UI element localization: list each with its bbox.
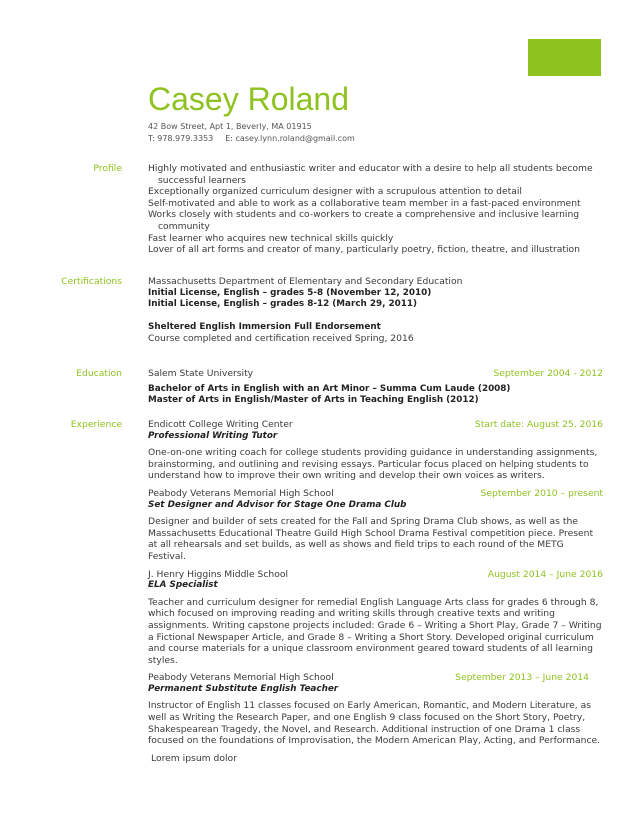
job-title: Permanent Substitute English Teacher	[148, 683, 339, 694]
profile-section	[148, 163, 603, 256]
job-dates: September 2013 – June 2014	[455, 672, 589, 684]
job-title: ELA Specialist	[148, 580, 218, 591]
job-title: Professional Writing Tutor	[148, 430, 278, 441]
job-entry	[148, 488, 603, 563]
education-section	[148, 368, 603, 407]
job-entry	[148, 569, 603, 667]
job-dates: Start date: August 25, 2016	[474, 419, 603, 430]
profile-item: Fast learner who acquires new technical skills quickly	[148, 232, 394, 244]
profile-item: Exceptionally organized curriculum designer with a scrupulous attention to detail	[148, 186, 522, 198]
job-title: Set Designer and Advisor for Stage One Drama Club	[148, 499, 407, 510]
job-description: One-on-one writing coach for college students providing guidance in understanding assignments, brainstorming, and outlining and revising essays. Particular focus placed on helping students to understand how to improve their own writing and develop their own voices as writers.	[148, 447, 598, 482]
resume-name: Casey Roland	[148, 81, 349, 117]
profile-item: Works closely with students and co-workers to create a comprehensive and inclusive learning	[148, 209, 580, 221]
job-dates: September 2010 – present	[480, 487, 603, 499]
employer: J. Henry Higgins Middle School	[148, 568, 289, 580]
profile-item: community	[158, 220, 210, 232]
employer: Peabody Veterans Memorial High School	[148, 672, 334, 684]
school-name: Salem State University	[148, 368, 254, 379]
profile-item: successful learners	[158, 174, 246, 186]
employer: Peabody Veterans Memorial High School	[148, 487, 334, 499]
accent-block	[528, 39, 601, 76]
section-label-profile: Profile	[93, 163, 122, 174]
address: 42 Bow Street, Apt 1, Beverly, MA 01915	[148, 122, 312, 131]
degree: Master of Arts in English/Master of Arts in Teaching English (2012)	[148, 395, 479, 406]
email: E: casey.lynn.roland@gmail.com	[225, 134, 355, 143]
job-description: Teacher and curriculum designer for remedial English Language Arts class for grades 6 through 8, which focused on improving reading and writing skills through creative texts and writing assignments. Writing capstone projects included: Grade 6 – Writing a Short Play, Grade 7 – Writing a Fictional Newspaper Article, and Grade 8 – Writing a Short Story. Developed original curriculum and course materials for a unique classroom environment geared toward students of all learning styles.	[148, 596, 602, 666]
experience-section	[148, 419, 603, 764]
cert-license: Initial License, English – grades 8-12 (March 29, 2011)	[148, 299, 418, 310]
profile-item: Highly motivated and enthusiastic writer and educator with a desire to help all students become	[148, 163, 593, 174]
profile-item: Lover of all art forms and creator of many, particularly poetry, fiction, theatre, and illustration	[148, 244, 580, 256]
cert-endorsement-note: Course completed and certification received Spring, 2016	[148, 333, 414, 345]
cert-license: Initial License, English – grades 5-8 (November 12, 2010)	[148, 287, 432, 298]
job-description: Designer and builder of sets created for the Fall and Spring Drama Club shows, as well as the Massachusetts Educational Theatre Guild High School Drama Festival competition piece. Present at all rehearsals and set builds, as well as shows and field trips to each round of the METG Festival.	[148, 516, 594, 562]
certifications-section	[148, 276, 603, 345]
degree: Bachelor of Arts in English with an Art Minor – Summa Cum Laude (2008)	[148, 383, 511, 394]
phone: T: 978.979.3353	[148, 134, 214, 143]
profile-item: Self-motivated and able to work as a collaborative team member in a fast-paced environment	[148, 197, 581, 209]
section-label-experience: Experience	[70, 419, 122, 430]
section-label-certifications: Certifications	[61, 276, 122, 287]
job-description: Instructor of English 11 classes focused on Early American, Romantic, and Modern Literature, as well as Writing the Research Paper, and one English 9 class focused on the Short Story, Poetry, Shakespearean Tragedy, the Novel, and Research. Additional instruction of one Drama 1 class focused on the foundations of Improvisation, the Modern American Play, Acting, and Performance.	[148, 700, 601, 747]
job-dates: August 2014 – June 2016	[487, 568, 603, 580]
footer-text: Lorem ipsum dolor	[151, 752, 237, 764]
job-entry	[148, 672, 603, 747]
job-entry	[148, 419, 603, 482]
cert-org: Massachusetts Department of Elementary and Secondary Education	[148, 276, 463, 287]
education-dates: September 2004 - 2012	[493, 368, 603, 379]
contact-info	[148, 121, 367, 145]
section-label-education: Education	[76, 368, 122, 379]
employer: Endicott College Writing Center	[148, 419, 293, 430]
cert-endorsement: Sheltered English Immersion Full Endorsement	[148, 321, 381, 332]
